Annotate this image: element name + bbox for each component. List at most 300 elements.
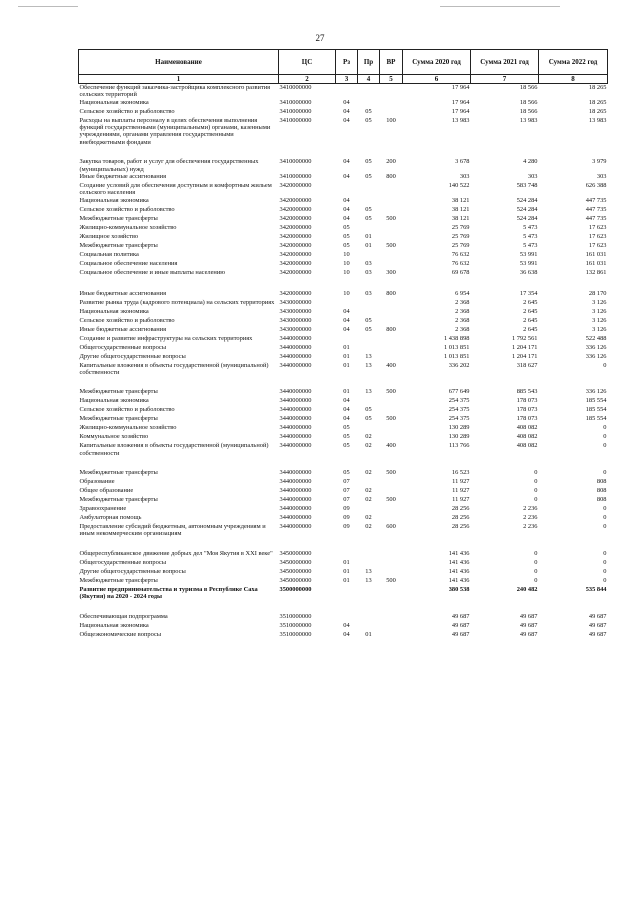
table-row [79, 406, 608, 415]
budget-table [78, 49, 608, 640]
row-sum-2020: 113 766 [448, 442, 470, 450]
row-sum-2020: 2 368 [455, 307, 470, 315]
row-pr: 05 [365, 214, 372, 222]
row-pr: 13 [365, 388, 372, 396]
row-name: Общегосударственные вопросы [79, 343, 167, 351]
row-name: Общереспубликанское движение добрых дел "Моя Якутия в XXI веке" [79, 549, 273, 557]
row-pr [358, 299, 380, 308]
row-sum-2022: 522 488 [585, 334, 607, 342]
row-sum-2021: 18 566 [519, 107, 538, 115]
row-rz: 01 [343, 352, 350, 360]
row-sum-2021: 53 991 [519, 259, 538, 267]
row-sum-2020: 141 436 [448, 567, 470, 575]
row-rz: 05 [343, 223, 350, 231]
row-sum-2021: 583 748 [516, 181, 538, 189]
row-sum-2022: 132 861 [585, 268, 607, 276]
row-sum-2021: 178 073 [516, 415, 538, 423]
row-sum-2022: 336 126 [585, 388, 607, 396]
row-sum-2021: 0 [534, 496, 538, 504]
row-sum-2022: 336 126 [585, 352, 607, 360]
row-pr: 02 [365, 469, 372, 477]
row-name: Общегосударственные вопросы [79, 558, 167, 566]
row-pr [358, 424, 380, 433]
row-pr: 02 [365, 496, 372, 504]
table-row [79, 299, 608, 308]
row-cs-code: 3430000000 [279, 325, 312, 333]
table-row [79, 442, 608, 457]
row-sum-2021: 0 [534, 487, 538, 495]
row-name: Национальная экономика [79, 98, 149, 106]
row-sum-2020: 1 013 851 [443, 343, 470, 351]
row-name: Капитальные вложения в объекты государственной (муниципальной) собственности [79, 361, 269, 376]
header-cs: ЦС [279, 50, 336, 75]
row-cs-code: 3410000000 [279, 98, 312, 106]
row-sum-2020: 254 375 [448, 415, 470, 423]
row-pr: 13 [365, 352, 372, 360]
row-name: Межбюджетные трансферты [79, 496, 158, 504]
table-row [79, 559, 608, 568]
table-row [79, 568, 608, 577]
row-vr: 600 [386, 523, 396, 531]
row-vr [380, 317, 403, 326]
row-rz [336, 335, 358, 344]
row-pr [358, 224, 380, 233]
row-sum-2020: 25 769 [451, 232, 470, 240]
row-rz: 04 [343, 205, 350, 213]
row-sum-2022: 303 [596, 172, 607, 180]
row-cs-code: 3410000000 [279, 107, 312, 115]
table-row [79, 233, 608, 242]
row-sum-2020: 28 256 [451, 523, 470, 531]
row-name: Создание условий для обеспечения доступным и комфортным жильем сельского населения [79, 181, 272, 197]
row-pr: 03 [365, 289, 372, 297]
row-sum-2020: 677 649 [448, 388, 470, 396]
row-name: Амбулаторная помощь [79, 514, 142, 522]
row-cs-code: 3510000000 [279, 630, 312, 638]
row-pr [358, 182, 380, 197]
row-sum-2021: 1 204 171 [511, 343, 538, 351]
row-cs-code: 3500000000 [279, 585, 312, 593]
row-sum-2022: 447 735 [585, 205, 607, 213]
row-sum-2021: 49 687 [519, 621, 538, 629]
table-row [79, 99, 608, 108]
column-number: 1 [79, 75, 279, 84]
row-sum-2020: 303 [459, 172, 470, 180]
row-name: Капитальные вложения в объекты государственной (муниципальной) собственности [79, 442, 269, 457]
row-sum-2022: 3 126 [592, 307, 607, 315]
row-sum-2022: 161 031 [585, 259, 607, 267]
row-vr [380, 335, 403, 344]
row-pr [358, 505, 380, 514]
row-rz: 04 [343, 172, 350, 180]
table-row [79, 269, 608, 278]
table-row [79, 586, 608, 601]
row-cs-code: 3510000000 [279, 612, 312, 620]
row-sum-2020: 49 687 [451, 612, 470, 620]
table-header-row [79, 50, 608, 75]
spacer-cell [79, 601, 608, 613]
row-name: Сельское хозяйство и рыболовство [79, 316, 175, 324]
row-cs-code: 3420000000 [279, 259, 312, 267]
row-rz: 05 [343, 433, 350, 441]
row-rz: 04 [343, 621, 350, 629]
table-row [79, 514, 608, 523]
column-number: 7 [471, 75, 539, 84]
row-sum-2020: 6 954 [455, 289, 470, 297]
row-cs-code: 3440000000 [279, 388, 312, 396]
row-cs-code: 3420000000 [279, 232, 312, 240]
row-vr: 800 [386, 289, 396, 297]
row-sum-2021: 18 566 [519, 98, 538, 106]
row-sum-2021: 5 473 [523, 241, 538, 249]
row-vr [380, 353, 403, 362]
row-rz: 04 [343, 415, 350, 423]
row-vr: 500 [386, 388, 396, 396]
spacer-row [79, 278, 608, 290]
row-name: Национальная экономика [79, 621, 149, 629]
row-cs-code: 3440000000 [279, 343, 312, 351]
row-vr [380, 84, 403, 99]
spacer-row [79, 538, 608, 550]
row-sum-2021: 885 543 [516, 388, 538, 396]
row-sum-2021: 1 204 171 [511, 352, 538, 360]
row-name: Жилищно-коммунальное хозяйство [79, 223, 177, 231]
spacer-cell [79, 538, 608, 550]
row-sum-2021: 178 073 [516, 397, 538, 405]
table-row [79, 182, 608, 197]
row-sum-2021: 318 627 [516, 361, 538, 369]
row-sum-2022: 17 623 [588, 241, 607, 249]
row-cs-code: 3410000000 [279, 84, 312, 92]
column-number: 2 [279, 75, 336, 84]
row-sum-2021: 0 [534, 478, 538, 486]
row-sum-2022: 28 170 [588, 289, 607, 297]
row-name: Жилищно-коммунальное хозяйство [79, 424, 177, 432]
row-name: Закупка товаров, работ и услуг для обеспечения государственных (муниципальных) нужд [79, 158, 259, 173]
row-vr [380, 308, 403, 317]
table-row [79, 308, 608, 317]
row-name: Иные бюджетные ассигнования [79, 289, 167, 297]
row-sum-2021: 240 482 [516, 585, 538, 593]
row-rz: 04 [343, 116, 350, 124]
row-sum-2020: 17 964 [451, 107, 470, 115]
row-rz: 04 [343, 406, 350, 414]
row-rz [336, 84, 358, 99]
row-cs-code: 3450000000 [279, 549, 312, 557]
row-sum-2022: 535 844 [585, 585, 607, 593]
row-name: Социальная политика [79, 250, 139, 258]
table-row [79, 505, 608, 514]
row-sum-2020: 25 769 [451, 223, 470, 231]
row-pr: 13 [365, 567, 372, 575]
table-row [79, 251, 608, 260]
row-sum-2022: 49 687 [588, 630, 607, 638]
row-name: Межбюджетные трансферты [79, 469, 158, 477]
row-cs-code: 3430000000 [279, 307, 312, 315]
row-rz [336, 182, 358, 197]
row-name: Межбюджетные трансферты [79, 576, 158, 584]
row-rz: 04 [343, 325, 350, 333]
table-row [79, 173, 608, 182]
row-sum-2022: 447 735 [585, 214, 607, 222]
row-cs-code: 3420000000 [279, 214, 312, 222]
row-rz: 05 [343, 469, 350, 477]
row-vr: 500 [386, 576, 396, 584]
row-cs-code: 3440000000 [279, 514, 312, 522]
row-sum-2020: 38 121 [451, 205, 470, 213]
row-cs-code: 3440000000 [279, 361, 312, 369]
row-pr [358, 550, 380, 559]
row-rz: 10 [343, 259, 350, 267]
table-row [79, 478, 608, 487]
row-name: Другие общегосударственные вопросы [79, 352, 186, 360]
row-pr [358, 613, 380, 622]
row-sum-2020: 38 121 [451, 196, 470, 204]
row-vr [380, 622, 403, 631]
row-sum-2021: 0 [534, 567, 538, 575]
row-sum-2020: 16 523 [451, 469, 470, 477]
row-cs-code: 3420000000 [279, 196, 312, 204]
row-pr: 01 [365, 630, 372, 638]
row-cs-code: 3420000000 [279, 250, 312, 258]
row-vr [380, 108, 403, 117]
row-vr [380, 397, 403, 406]
row-name: Обеспечение функций заказчика-застройщика комплексного развития сельских территорий [79, 84, 271, 99]
row-vr [380, 433, 403, 442]
row-sum-2021: 408 082 [516, 433, 538, 441]
row-name: Расходы на выплаты персоналу в целях обеспечения выполнения функций государственными (муниципальными) органами, казенными учреждениями, органами управления государственными внебюджетными фондами [79, 116, 271, 146]
row-sum-2021: 524 284 [516, 205, 538, 213]
row-cs-code: 3410000000 [279, 158, 312, 166]
header-vr: ВР [380, 50, 403, 75]
row-sum-2021: 18 566 [519, 84, 538, 92]
row-pr: 13 [365, 576, 372, 584]
row-pr: 01 [365, 232, 372, 240]
row-rz: 05 [343, 442, 350, 450]
row-sum-2022: 3 979 [592, 158, 607, 166]
row-name: Предоставление субсидий бюджетным, автономным учреждениям и иным некоммерческим организациям [79, 523, 266, 538]
row-vr: 500 [386, 496, 396, 504]
table-row [79, 622, 608, 631]
table-row [79, 424, 608, 433]
row-cs-code: 3440000000 [279, 352, 312, 360]
row-name: Иные бюджетные ассигнования [79, 172, 167, 180]
row-pr [358, 197, 380, 206]
table-row [79, 224, 608, 233]
table-row [79, 84, 608, 99]
row-pr: 13 [365, 361, 372, 369]
table-row [79, 362, 608, 377]
row-name: Общеэкономические вопросы [79, 630, 162, 638]
row-cs-code: 3410000000 [279, 116, 312, 124]
header-rz: Рз [336, 50, 358, 75]
row-sum-2021: 2 645 [523, 316, 538, 324]
table-row [79, 613, 608, 622]
row-sum-2020: 17 964 [451, 98, 470, 106]
row-pr [358, 344, 380, 353]
row-name: Общее образование [79, 487, 134, 495]
row-sum-2020: 141 436 [448, 558, 470, 566]
row-cs-code: 3440000000 [279, 478, 312, 486]
row-sum-2021: 0 [534, 558, 538, 566]
row-name: Другие общегосударственные вопросы [79, 567, 186, 575]
table-row [79, 344, 608, 353]
column-number: 6 [403, 75, 471, 84]
table-row [79, 242, 608, 251]
row-sum-2021: 0 [534, 469, 538, 477]
column-number-row [79, 75, 608, 84]
header-sum-2022: Сумма 2022 год [539, 50, 608, 75]
table-row [79, 206, 608, 215]
row-sum-2022: 161 031 [585, 250, 607, 258]
row-cs-code: 3430000000 [279, 298, 312, 306]
row-rz: 04 [343, 158, 350, 166]
row-rz: 05 [343, 424, 350, 432]
row-vr [380, 478, 403, 487]
spacer-row [79, 601, 608, 613]
row-sum-2022: 17 623 [588, 232, 607, 240]
spacer-cell [79, 278, 608, 290]
row-pr [358, 308, 380, 317]
row-vr [380, 487, 403, 496]
row-vr [380, 299, 403, 308]
row-rz: 07 [343, 478, 350, 486]
row-pr: 05 [365, 116, 372, 124]
table-row [79, 577, 608, 586]
row-name: Здравоохранение [79, 505, 127, 513]
row-vr [380, 631, 403, 640]
row-cs-code: 3450000000 [279, 567, 312, 575]
row-sum-2020: 1 013 851 [443, 352, 470, 360]
row-name: Иные бюджетные ассигнования [79, 325, 167, 333]
row-sum-2021: 2 236 [523, 523, 538, 531]
row-name: Межбюджетные трансферты [79, 388, 158, 396]
row-sum-2021: 13 983 [519, 116, 538, 124]
row-sum-2020: 28 256 [451, 505, 470, 513]
row-pr [358, 622, 380, 631]
row-vr: 200 [386, 158, 396, 166]
row-sum-2020: 141 436 [448, 549, 470, 557]
row-sum-2021: 524 284 [516, 214, 538, 222]
row-sum-2020: 25 769 [451, 241, 470, 249]
row-vr: 500 [386, 241, 396, 249]
row-sum-2022: 808 [596, 496, 607, 504]
row-pr: 02 [365, 487, 372, 495]
row-sum-2020: 76 632 [451, 250, 470, 258]
row-vr: 400 [386, 442, 396, 450]
row-vr: 300 [386, 268, 396, 276]
row-sum-2021: 17 354 [519, 289, 538, 297]
row-sum-2022: 3 126 [592, 325, 607, 333]
row-sum-2022: 0 [603, 523, 607, 531]
row-sum-2020: 11 927 [452, 478, 470, 486]
row-sum-2022: 18 265 [588, 107, 607, 115]
row-cs-code: 3440000000 [279, 406, 312, 414]
row-vr [380, 182, 403, 197]
row-rz: 05 [343, 241, 350, 249]
row-pr: 02 [365, 514, 372, 522]
row-vr [380, 251, 403, 260]
row-pr: 02 [365, 442, 372, 450]
row-vr [380, 233, 403, 242]
row-cs-code: 3440000000 [279, 334, 312, 342]
row-rz: 01 [343, 576, 350, 584]
row-sum-2022: 13 983 [588, 116, 607, 124]
row-rz: 10 [343, 289, 350, 297]
table-row [79, 496, 608, 505]
row-pr: 05 [365, 316, 372, 324]
row-vr: 500 [386, 214, 396, 222]
table-row [79, 631, 608, 640]
row-sum-2020: 28 256 [451, 514, 470, 522]
row-vr [380, 568, 403, 577]
row-pr: 02 [365, 523, 372, 531]
row-rz: 07 [343, 496, 350, 504]
row-cs-code: 3420000000 [279, 205, 312, 213]
table-row [79, 215, 608, 224]
row-cs-code: 3440000000 [279, 397, 312, 405]
row-pr: 03 [365, 268, 372, 276]
row-vr [380, 550, 403, 559]
row-sum-2021: 2 645 [523, 298, 538, 306]
row-rz: 04 [343, 630, 350, 638]
row-sum-2022: 447 735 [585, 196, 607, 204]
column-number: 8 [539, 75, 608, 84]
row-sum-2020: 2 368 [455, 325, 470, 333]
row-rz: 01 [343, 361, 350, 369]
row-pr [358, 478, 380, 487]
row-sum-2020: 76 632 [451, 259, 470, 267]
column-number: 5 [380, 75, 403, 84]
row-cs-code: 3440000000 [279, 415, 312, 423]
row-sum-2020: 11 927 [452, 496, 470, 504]
row-vr: 100 [386, 116, 396, 124]
row-sum-2022: 0 [603, 567, 607, 575]
row-vr: 500 [386, 469, 396, 477]
row-sum-2020: 2 368 [455, 316, 470, 324]
spacer-cell [79, 457, 608, 469]
row-cs-code: 3450000000 [279, 576, 312, 584]
row-cs-code: 3440000000 [279, 469, 312, 477]
row-rz: 05 [343, 232, 350, 240]
row-rz: 09 [343, 523, 350, 531]
row-sum-2022: 626 388 [585, 181, 607, 189]
row-cs-code: 3440000000 [279, 433, 312, 441]
row-name: Жилищное хозяйство [79, 232, 139, 240]
row-rz: 01 [343, 388, 350, 396]
row-vr [380, 586, 403, 601]
row-pr: 01 [365, 241, 372, 249]
row-pr: 05 [365, 415, 372, 423]
row-name: Сельское хозяйство и рыболовство [79, 406, 175, 414]
row-cs-code: 3420000000 [279, 289, 312, 297]
row-rz: 09 [343, 505, 350, 513]
page-number: 27 [315, 33, 325, 43]
row-sum-2022: 336 126 [585, 343, 607, 351]
row-cs-code: 3440000000 [279, 523, 312, 531]
row-sum-2022: 0 [603, 576, 607, 584]
row-sum-2021: 178 073 [516, 406, 538, 414]
row-pr [358, 84, 380, 99]
row-name: Обеспечивающая подпрограмма [79, 612, 168, 620]
row-name: Национальная экономика [79, 307, 149, 315]
row-vr [380, 424, 403, 433]
header-pr: Пр [358, 50, 380, 75]
row-vr [380, 559, 403, 568]
row-cs-code: 3420000000 [279, 241, 312, 249]
column-number: 4 [358, 75, 380, 84]
row-sum-2020: 380 538 [448, 585, 470, 593]
